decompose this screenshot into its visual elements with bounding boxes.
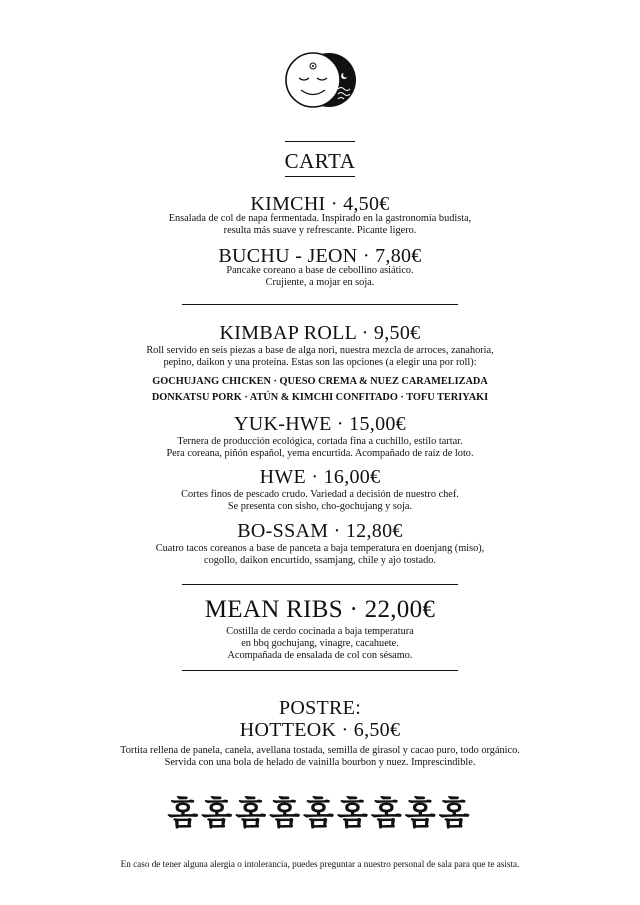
- dish-desc-buchu-jeon: Pancake coreano a base de cebollino asiático. Crujiente, a mojar en soja.: [226, 265, 414, 288]
- dish-desc-yuk-hwe: Ternera de producción ecológica, cortada fina a cuchillo, estilo tartar. Pera coreana, piñón español, yema encurtida. Acompañado de raíz de loto.: [166, 436, 474, 459]
- dish-name-mean-ribs: MEAN RIBS · 22,00€: [204, 596, 436, 623]
- dish-name-kimchi: KIMCHI · 4,50€: [250, 193, 390, 215]
- dish-desc-kimchi: Ensalada de col de napa fermentada. Inspirado en la gastronomía budista, resulta más suave y refrescante. Picante ligero.: [168, 213, 472, 236]
- dessert-name: HOTTEOK · 6,50€: [239, 719, 401, 741]
- dish-name-buchu-jeon: BUCHU - JEON · 7,80€: [218, 245, 422, 267]
- page-title: CARTA: [284, 149, 356, 173]
- dessert-desc: Tortita rellena de panela, canela, avellana tostada, semilla de girasol y cacao puro, todo orgánico. Servida con una bola de helado de vainilla bourbon y nuez. Imprescindible.: [120, 745, 520, 768]
- title-rule-bottom: [285, 176, 355, 177]
- allergy-footer-note: En caso de tener alguna alergia o intolerancia, puedes preguntar a nuestro personal de sala para que te asista.: [120, 859, 520, 869]
- kimbap-options: GOCHUJANG CHICKEN · QUESO CREMA & NUEZ CARAMELIZADA DONKATSU PORK · ATÚN & KIMCHI CONFITADO · TOFU TERIYAKI: [151, 376, 489, 403]
- section-divider: [182, 304, 458, 305]
- sun-moon-face-logo-icon: [278, 45, 362, 115]
- decorative-glyph-row: 홈홈홈홈홈홈홈홈홈: [167, 794, 473, 832]
- dish-name-yuk-hwe: YUK-HWE · 15,00€: [234, 413, 406, 435]
- dessert-heading: POSTRE:: [278, 697, 362, 719]
- dish-name-bo-ssam: BO-SSAM · 12,80€: [237, 520, 403, 542]
- dish-desc-kimbap-roll: Roll servido en seis piezas a base de alga nori, nuestra mezcla de arroces, zanahoria, pepino, daikon y una proteína. Estas son las opciones (a elegir una por roll):: [146, 345, 494, 368]
- dish-desc-bo-ssam: Cuatro tacos coreanos a base de panceta a baja temperatura en doenjang (miso), cogollo, daikon encurtido, ssamjang, chile y ajo tostado.: [155, 543, 485, 566]
- section-divider: [182, 670, 458, 671]
- dish-desc-mean-ribs: Costilla de cerdo cocinada a baja temperatura en bbq gochujang, vinagre, cacahuete. Acompañada de ensalada de col con sésamo.: [226, 626, 414, 661]
- dish-name-kimbap-roll: KIMBAP ROLL · 9,50€: [219, 322, 421, 344]
- title-rule-top: [285, 141, 355, 142]
- section-divider: [182, 584, 458, 585]
- dish-desc-hwe: Cortes finos de pescado crudo. Variedad a decisión de nuestro chef. Se presenta con sisho, cho-gochujang y soja.: [181, 489, 459, 512]
- dish-name-hwe: HWE · 16,00€: [259, 466, 381, 488]
